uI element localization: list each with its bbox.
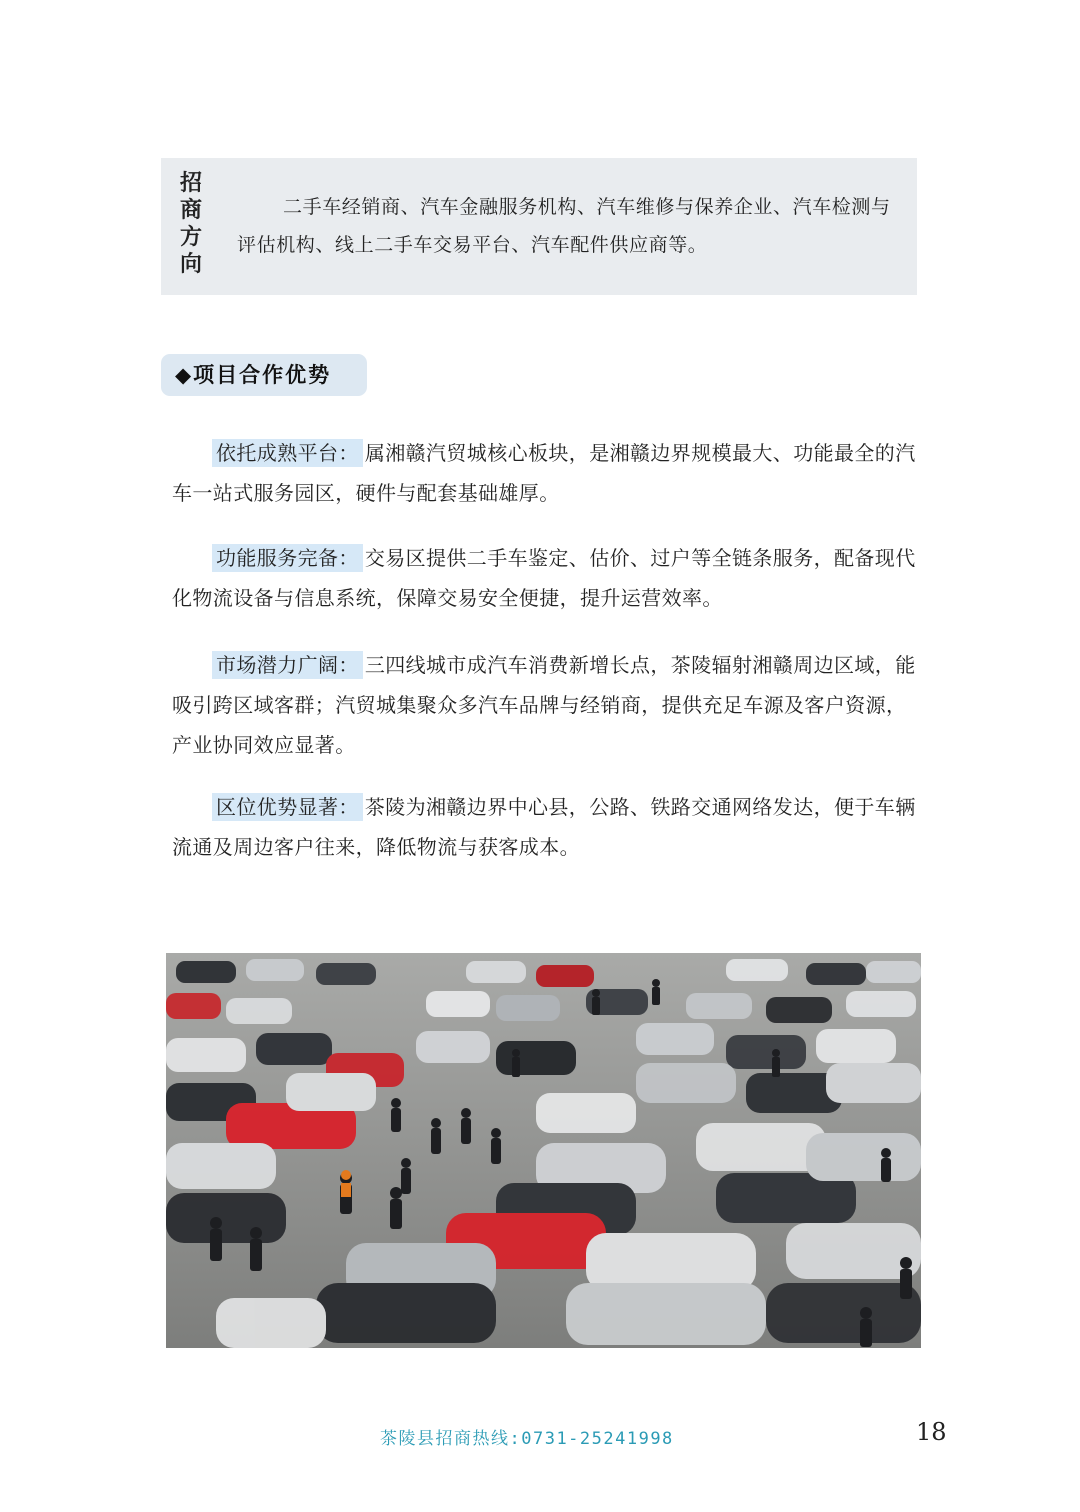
investment-direction-text: 二手车经销商、汽车金融服务机构、汽车维修与保养企业、汽车检测与评估机构、线上二手车交易平台、汽车配件供应商等。 [237,196,891,256]
advantage-text: 交易区提供二手车鉴定、估价、过户等全链条服务，配备现代化物流设备与信息系统，保障交易安全便捷，提升运营效率。 [172,546,916,610]
advantage-title: 市场潜力广阔： [212,651,363,679]
footer-hotline: 茶陵县招商热线:0731-25241998 [380,1429,674,1449]
investment-direction-label [176,170,206,278]
advantage-title: 区位优势显著： [212,793,363,821]
advantage-paragraph [172,787,918,867]
advantage-title: 功能服务完备： [212,544,363,572]
advantage-text: 属湘赣汽贸城核心板块，是湘赣边界规模最大、功能最全的汽车一站式服务园区，硬件与配套基础雄厚。 [172,441,916,505]
advantage-title: 依托成熟平台： [212,439,363,467]
advantage-paragraph [172,538,918,618]
direction-label-char: 方 [179,225,202,250]
advantage-paragraph [172,645,918,765]
advantage-text: 茶陵为湘赣边界中心县，公路、铁路交通网络发达，便于车辆流通及周边客户往来，降低物流与获客成本。 [172,795,916,859]
advantage-text: 三四线城市成汽车消费新增长点，茶陵辐射湘赣周边区域，能吸引跨区域客群；汽贸城集聚众多汽车品牌与经销商，提供充足车源及客户资源，产业协同效应显著。 [172,653,916,757]
direction-label-char: 招 [179,171,202,196]
direction-label-char: 向 [179,252,202,277]
advantage-paragraph [172,433,918,513]
section-heading: ◆项目合作优势 [161,354,367,396]
direction-label-char: 商 [179,198,202,223]
page-number: 18 [916,1418,947,1446]
car-market-photo [166,953,921,1348]
